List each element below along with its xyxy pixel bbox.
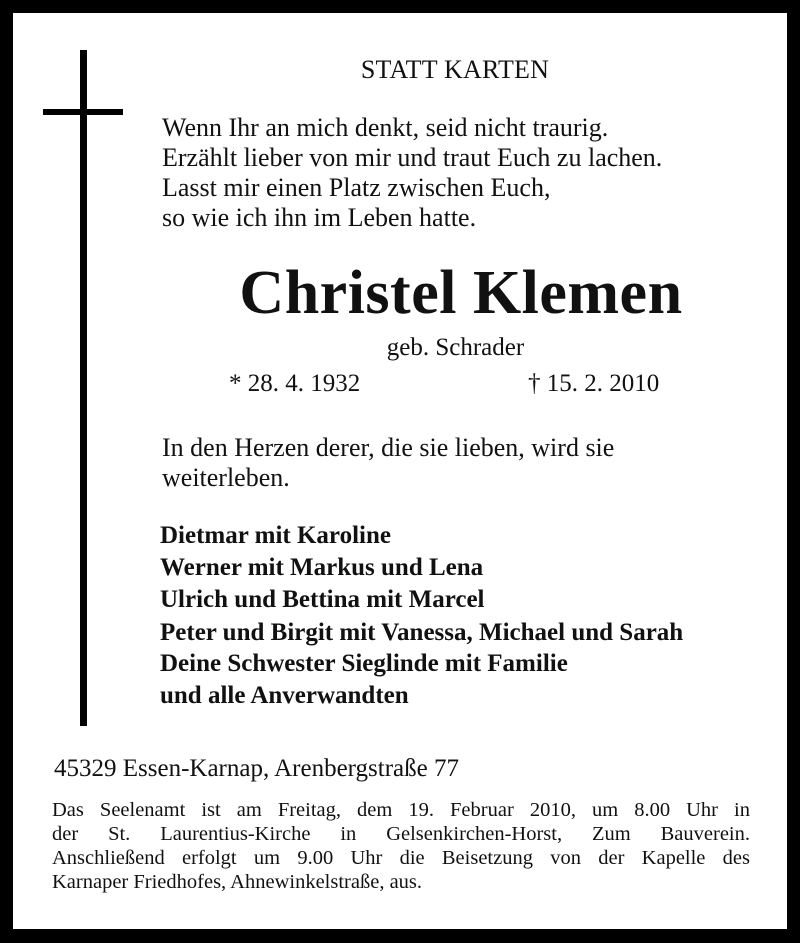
- poem-line: so wie ich ihn im Leben hatte.: [162, 203, 477, 232]
- header-statt-karten: STATT KARTEN: [360, 55, 550, 84]
- mourner-line: Ulrich und Bettina mit Marcel: [160, 586, 485, 613]
- mourner-line: Peter und Birgit mit Vanessa, Michael und Sarah: [160, 619, 684, 646]
- verse-line: weiterleben.: [162, 463, 290, 492]
- service-line: Das Seelenamt ist am Freitag, dem 19. Februar 2010, um 8.00 Uhr in: [52, 799, 750, 821]
- cross-icon: [80, 50, 87, 726]
- service-line: der St. Laurentius-Kirche in Gelsenkirchen-Horst, Zum Bauverein.: [52, 823, 750, 845]
- verse-line: In den Herzen derer, die sie lieben, wird sie: [162, 433, 615, 462]
- death-date: † 15. 2. 2010: [528, 370, 660, 397]
- mourner-line: Deine Schwester Sieglinde mit Familie: [160, 650, 568, 677]
- service-line: Anschließend erfolgt um 9.00 Uhr die Beisetzung von der Kapelle des: [52, 847, 750, 869]
- mourner-line: Werner mit Markus und Lena: [160, 554, 484, 581]
- service-details: [52, 798, 750, 894]
- cross-icon-crossbar: [43, 109, 123, 115]
- deceased-name: Christel Klemen: [239, 259, 683, 327]
- poem-line: Erzählt lieber von mir und traut Euch zu lachen.: [162, 143, 663, 172]
- poem-line: Lasst mir einen Platz zwischen Euch,: [162, 173, 551, 202]
- service-line: Karnaper Friedhofes, Ahnewinkelstraße, aus.: [52, 871, 423, 893]
- mourner-line: Dietmar mit Karoline: [160, 522, 391, 549]
- mourner-line: und alle Anverwandten: [160, 682, 409, 709]
- family-address: 45329 Essen-Karnap, Arenbergstraße 77: [54, 755, 459, 782]
- birth-date: * 28. 4. 1932: [229, 370, 361, 397]
- maiden-name: geb. Schrader: [386, 334, 525, 361]
- poem-line: Wenn Ihr an mich denkt, seid nicht traurig.: [162, 113, 609, 142]
